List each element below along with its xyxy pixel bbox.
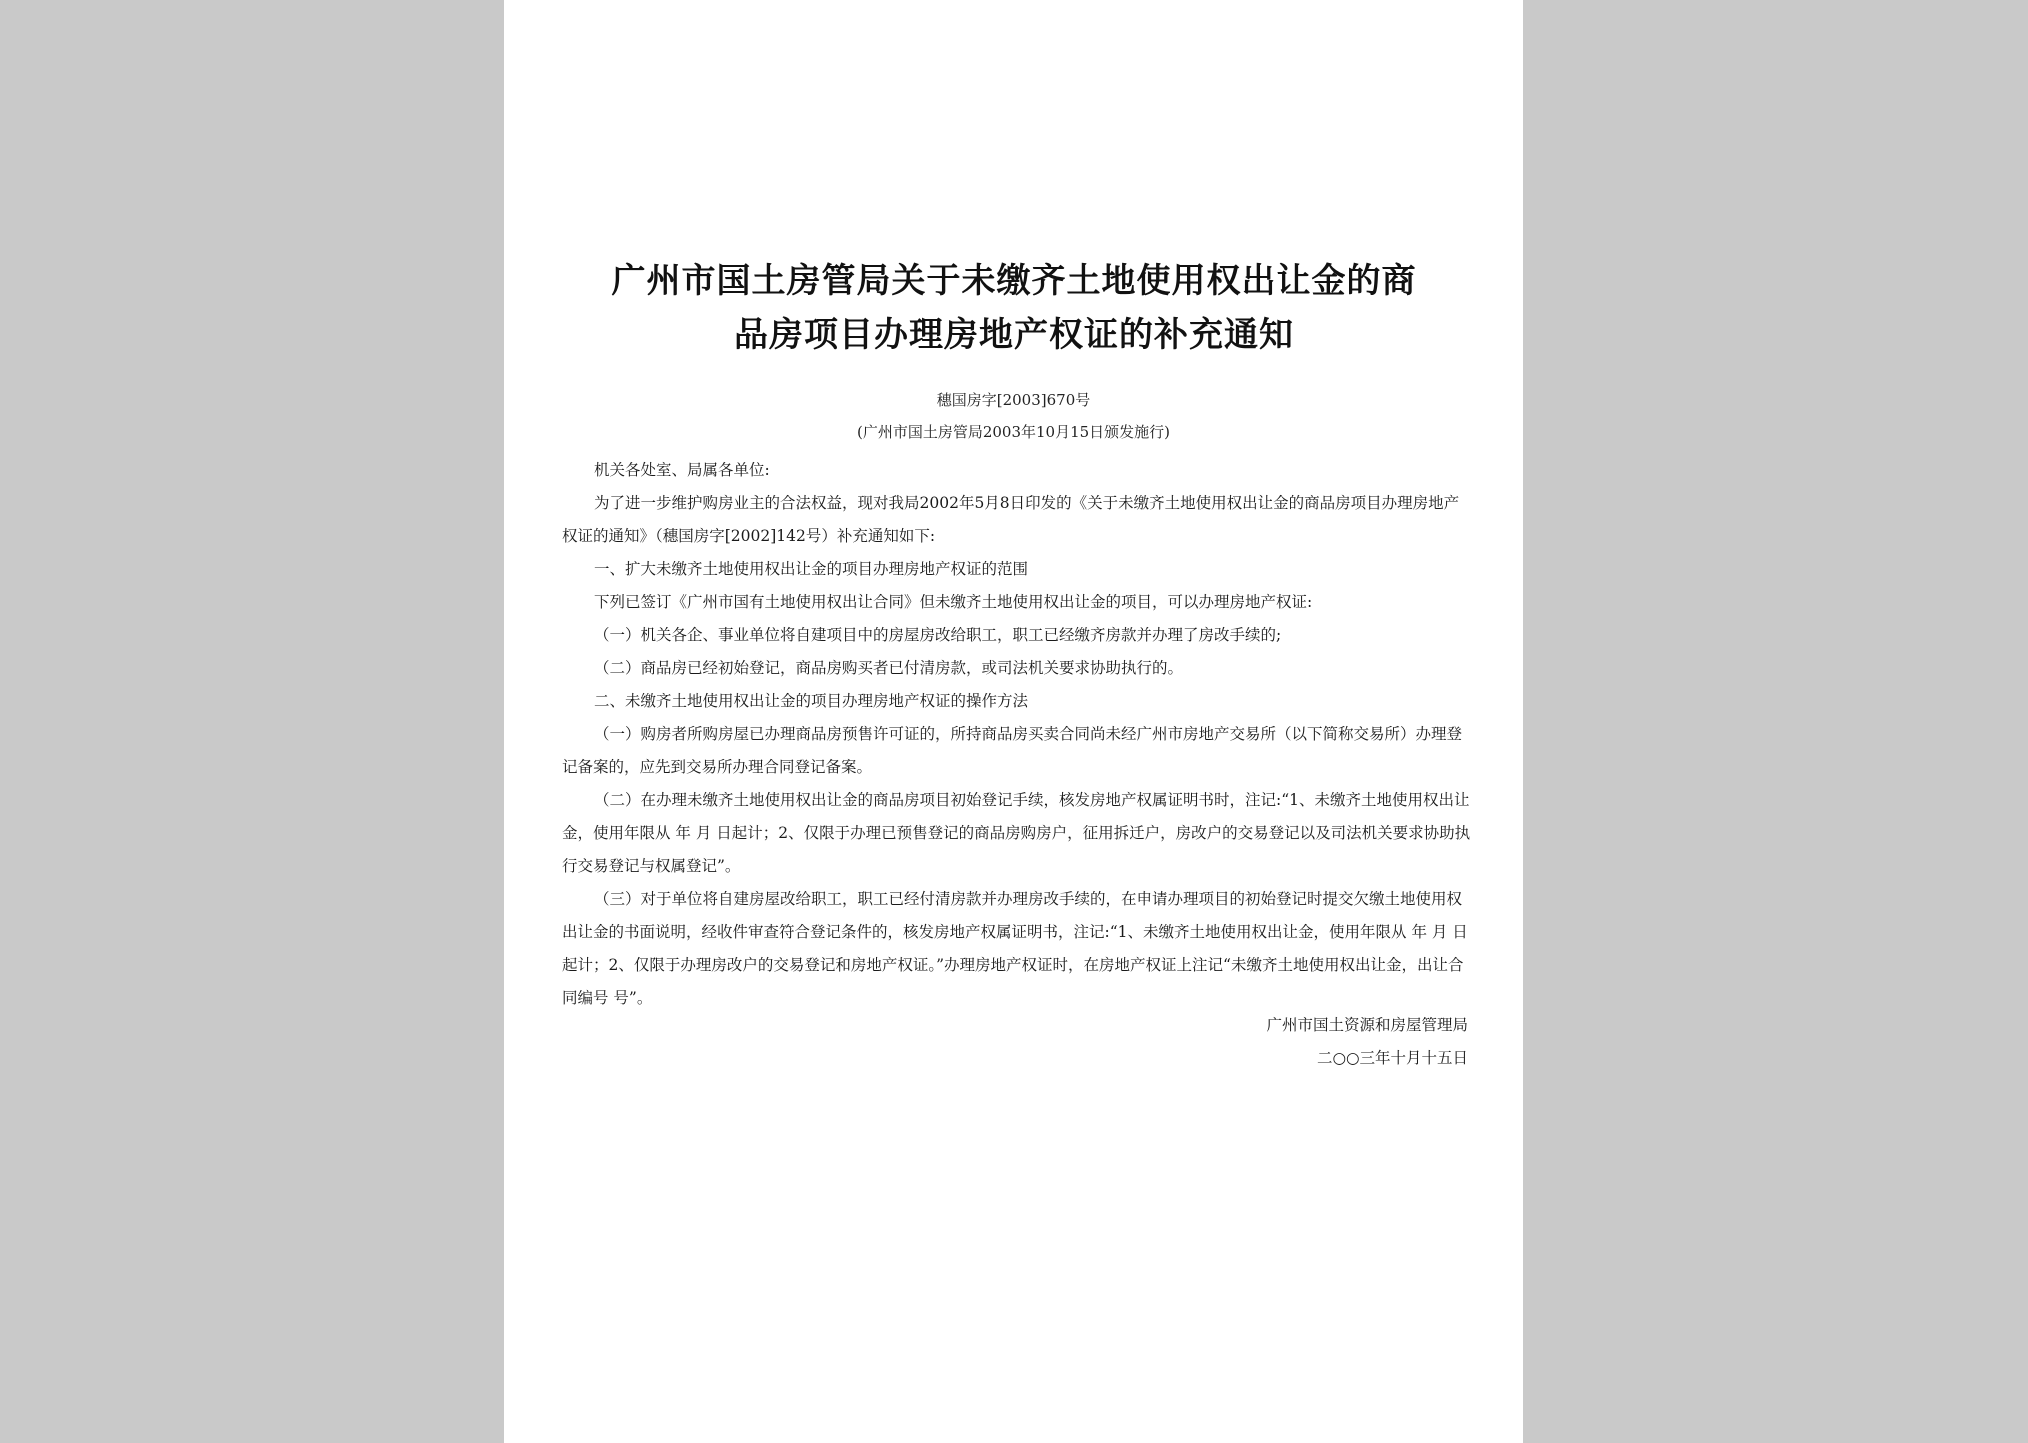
document-title-line-2: 品房项目办理房地产权证的补充通知 [734, 315, 1294, 355]
list-item: （一）机关各企、事业单位将自建项目中的房屋房改给职工，职工已经缴齐房款并办理了房改手续的; [594, 626, 1282, 644]
signature-block [1266, 1009, 1468, 1075]
list-item: （一）购房者所购房屋已办理商品房预售许可证的，所持商品房买卖合同尚未经广州市房地产交易所（以下简称交易所）办理登记备案的，应先到交易所办理合同登记备案。 [562, 725, 1463, 776]
signature-date: 二○○三年十月十五日 [1316, 1049, 1468, 1067]
section-heading: 一、扩大未缴齐土地使用权出让金的项目办理房地产权证的范围 [594, 560, 1029, 578]
issued-note: (广州市国土房管局2003年10月15日颁发施行) [856, 423, 1171, 441]
document-title-line-1: 广州市国土房管局关于未缴齐土地使用权出让金的商 [611, 261, 1417, 301]
salutation: 机关各处室、局属各单位: [594, 461, 770, 479]
list-item: （二）在办理未缴齐土地使用权出让金的商品房项目初始登记手续，核发房地产权属证明书时，注记:“1、未缴齐土地使用权出让金，使用年限从 年 月 日起计；2、仅限于办理已预售登记的商品房购房户，征用拆迁户，房改户的交易登记以及司法机关要求协助执行交易登记与权属登记”。 [562, 791, 1471, 875]
document-body [562, 454, 1472, 1015]
list-item: （二）商品房已经初始登记，商品房购买者已付清房款，或司法机关要求协助执行的。 [594, 659, 1184, 677]
document-number: 穗国房字[2003]670号 [936, 391, 1091, 409]
body-paragraph: 下列已签订《广州市国有土地使用权出让合同》但未缴齐土地使用权出让金的项目，可以办理房地产权证: [594, 593, 1313, 611]
document-title [564, 254, 1464, 362]
list-item: （三）对于单位将自建房屋改给职工，职工已经付清房款并办理房改手续的，在申请办理项目的初始登记时提交欠缴土地使用权出让金的书面说明，经收件审查符合登记条件的，核发房地产权属证明书，注记:“1、未缴齐土地使用权出让金，使用年限从 年 月 日起计；2、仅限于办理房改户的交易登记和房地产权证。”办理房地产权证时，在房地产权证上注记“未缴齐土地使用权出让金，出让合同编号 号”。 [562, 890, 1468, 1007]
body-paragraph: 为了进一步维护购房业主的合法权益，现对我局2002年5月8日印发的《关于未缴齐土地使用权出让金的商品房项目办理房地产权证的通知》（穗国房字[2002]142号）补充通知如下: [562, 494, 1460, 545]
document-page [504, 0, 1523, 1443]
section-heading: 二、未缴齐土地使用权出让金的项目办理房地产权证的操作方法 [594, 692, 1029, 710]
signature-organization: 广州市国土资源和房屋管理局 [1266, 1016, 1468, 1034]
